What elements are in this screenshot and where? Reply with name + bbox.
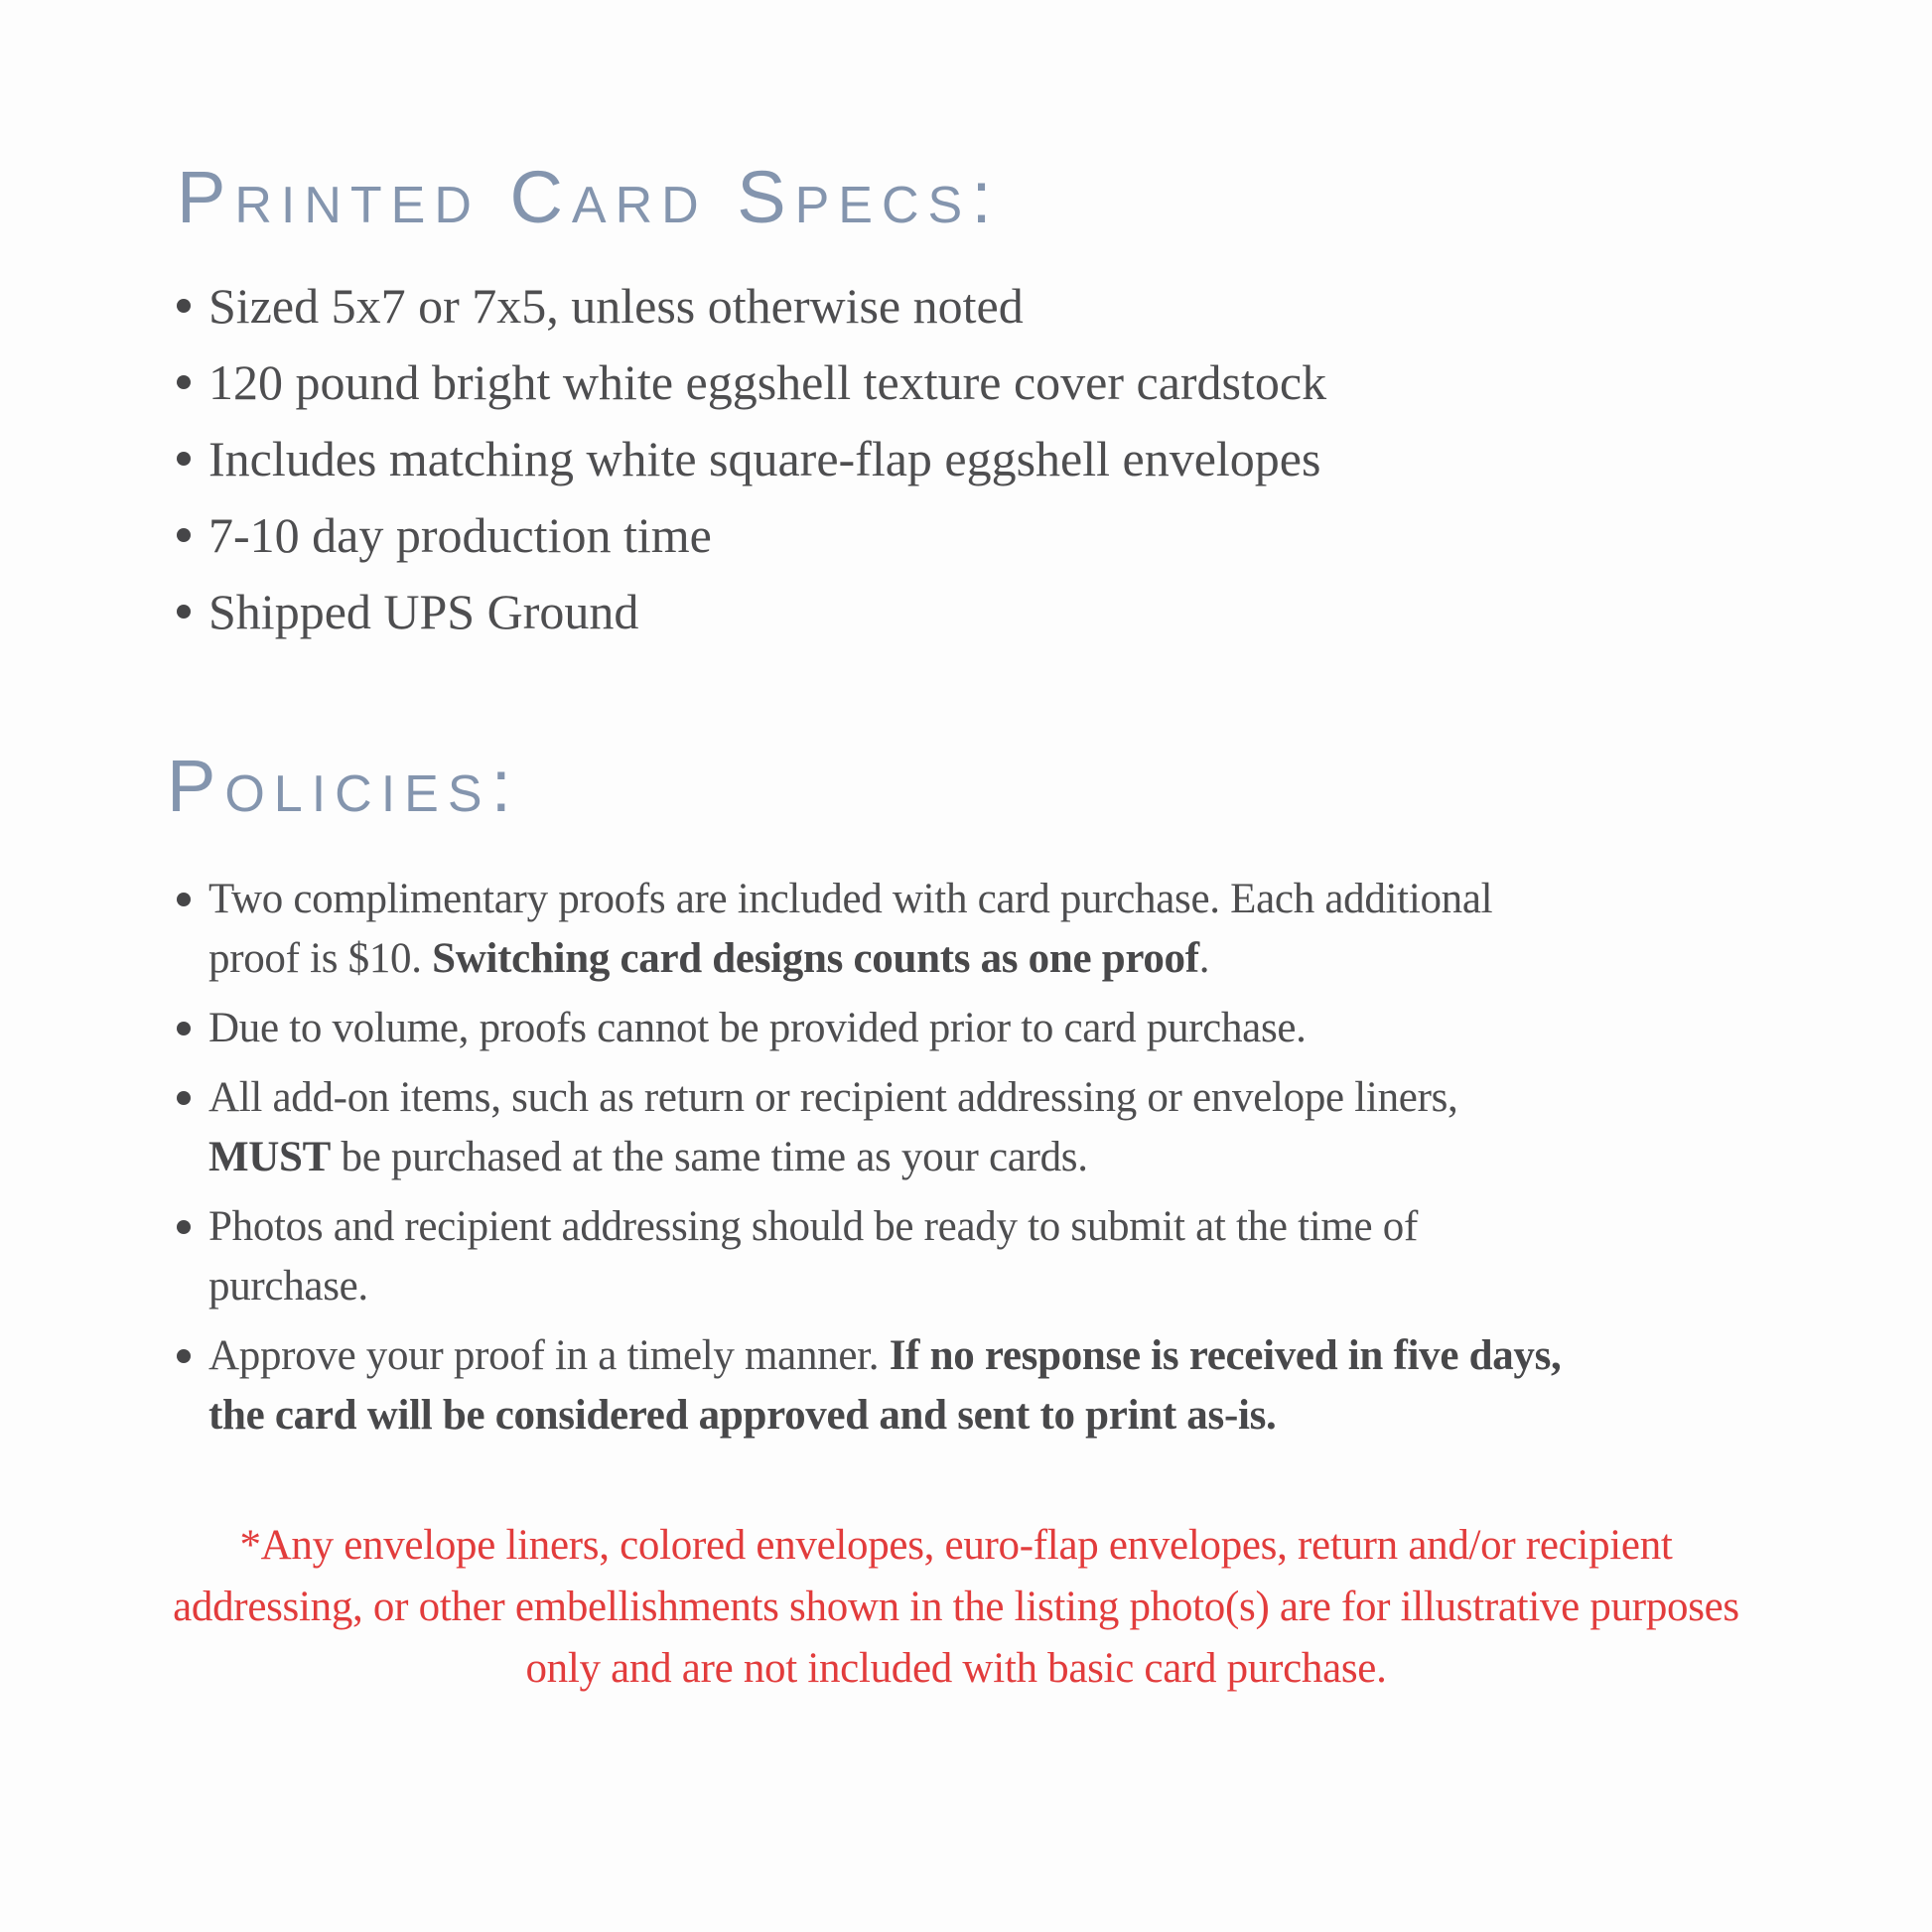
- spec-item: [177, 345, 1686, 421]
- specs-list: [177, 268, 1686, 650]
- policy-item: [177, 999, 1686, 1058]
- spec-item: [177, 268, 1686, 345]
- spec-item-text: 7-10 day production time: [208, 507, 712, 563]
- bullet-icon: [177, 1220, 191, 1234]
- bullet-icon: [177, 893, 191, 906]
- policy-item-text: Two complimentary proofs are included with card purchase. Each additional proof is $10. Switching card designs counts as one proof.: [208, 876, 1493, 982]
- policies-list: [177, 870, 1686, 1446]
- policy-item-text: All add-on items, such as return or recipient addressing or envelope liners, MUST be purchased at the same time as your cards.: [208, 1074, 1458, 1180]
- policy-item-text: Due to volume, proofs cannot be provided prior to card purchase.: [208, 1005, 1307, 1051]
- spec-item: [177, 497, 1686, 574]
- spec-item-text: Sized 5x7 or 7x5, unless otherwise noted: [208, 278, 1024, 334]
- specs-heading: Printed Card Specs:: [177, 156, 1001, 238]
- spec-item: [177, 574, 1686, 650]
- bullet-icon: [177, 1349, 191, 1363]
- policy-item-text: Approve your proof in a timely manner. If no response is received in five days, the card will be considered approved and sent to print as-is.: [208, 1332, 1562, 1439]
- bullet-icon: [177, 299, 191, 313]
- policy-item: [177, 1068, 1686, 1187]
- spec-item: [177, 421, 1686, 497]
- bullet-icon: [177, 605, 191, 619]
- policy-item-text: Photos and recipient addressing should be ready to submit at the time of purchase.: [208, 1203, 1418, 1310]
- bullet-icon: [177, 528, 191, 542]
- spec-item-text: 120 pound bright white eggshell texture cover cardstock: [208, 354, 1327, 410]
- disclaimer-note: *Any envelope liners, colored envelopes, euro-flap envelopes, return and/or recipient addressing, or other embellishments shown in the listing photo(s) are for illustrative purposes only and are not included with basic card purchase.: [173, 1522, 1739, 1692]
- bullet-icon: [177, 452, 191, 466]
- spec-item-text: Includes matching white square-flap eggshell envelopes: [208, 431, 1321, 486]
- spec-item-text: Shipped UPS Ground: [208, 584, 639, 639]
- policy-item: [177, 1197, 1686, 1316]
- policies-heading: Policies:: [167, 745, 521, 827]
- bullet-icon: [177, 1091, 191, 1105]
- bullet-icon: [177, 375, 191, 389]
- policy-item: [177, 870, 1686, 989]
- bullet-icon: [177, 1022, 191, 1035]
- policy-item: [177, 1326, 1686, 1446]
